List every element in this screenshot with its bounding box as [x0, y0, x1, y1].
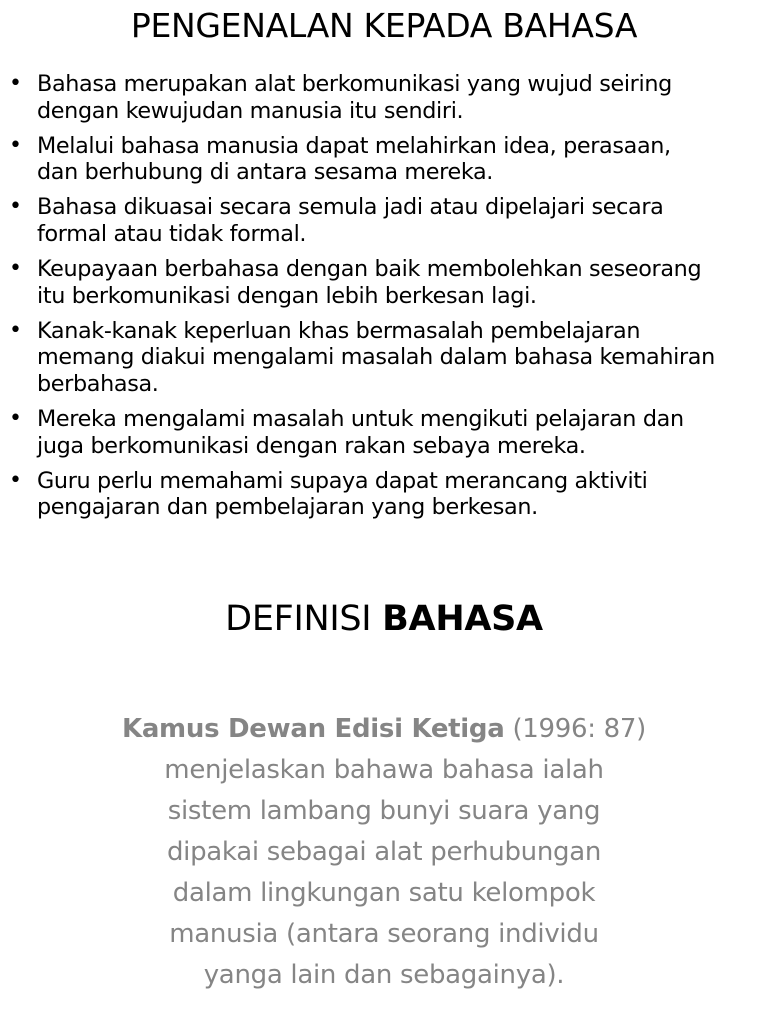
- bullet-line: berbahasa.: [37, 370, 159, 397]
- definition-line: menjelaskan bahawa bahasa ialah: [164, 755, 604, 785]
- bullet-dot-icon: •: [9, 317, 22, 343]
- bullet-line: pengajaran dan pembelajaran yang berkesan.: [37, 494, 538, 521]
- bullet-line: formal atau tidak formal.: [37, 220, 307, 247]
- definition-line: dalam lingkungan satu kelompok: [172, 878, 596, 908]
- bullet-line: Guru perlu memahami supaya dapat merancang aktiviti: [37, 467, 648, 494]
- bullet-line: juga berkomunikasi dengan rakan sebaya mereka.: [37, 432, 586, 459]
- definition-citation: (1996: 87): [504, 714, 647, 744]
- bullet-line: memang diakui mengalami masalah dalam bahasa kemahiran: [37, 344, 715, 371]
- bullet-line: Keupayaan berbahasa dengan baik membolehkan seseorang: [37, 256, 702, 283]
- bullet-item: [0, 71, 768, 124]
- bullet-item: [0, 133, 768, 186]
- bullet-line: itu berkomunikasi dengan lebih berkesan lagi.: [37, 282, 537, 309]
- definition-source: Kamus Dewan Edisi Ketiga: [121, 714, 505, 744]
- bullet-item: [0, 194, 768, 247]
- definition-title-bold: BAHASA: [382, 599, 543, 639]
- definition-line: yanga lain dan sebagainya).: [203, 960, 565, 990]
- bullet-line: Bahasa merupakan alat berkomunikasi yang wujud seiring: [37, 71, 672, 97]
- bullet-dot-icon: •: [9, 256, 22, 282]
- bullet-item: [0, 256, 768, 309]
- slide-title: PENGENALAN KEPADA BAHASA: [130, 6, 638, 45]
- bullet-item: [0, 406, 768, 459]
- bullet-dot-icon: •: [9, 467, 22, 493]
- bullet-item: [0, 468, 768, 521]
- definition-title-regular: DEFINISI: [225, 599, 383, 639]
- bullet-line: Bahasa dikuasai secara semula jadi atau dipelajari secara: [37, 194, 664, 221]
- definition-title: [0, 596, 768, 642]
- bullet-dot-icon: •: [9, 406, 22, 432]
- definition-line: manusia (antara seorang individu: [169, 919, 599, 949]
- definition-line: dipakai sebagai alat perhubungan: [166, 837, 602, 867]
- bullet-dot-icon: •: [9, 194, 22, 220]
- bullet-item: [0, 318, 768, 398]
- bullet-line: Kanak-kanak keperluan khas bermasalah pembelajaran: [37, 317, 641, 344]
- bullet-list: [0, 71, 768, 529]
- definition-line: sistem lambang bunyi suara yang: [167, 796, 601, 826]
- bullet-line: Mereka mengalami masalah untuk mengikuti pelajaran dan: [37, 406, 684, 433]
- definition-paragraph: [84, 709, 684, 996]
- bullet-line: Melalui bahasa manusia dapat melahirkan idea, perasaan,: [37, 132, 671, 159]
- bullet-line: dengan kewujudan manusia itu sendiri.: [37, 97, 464, 124]
- bullet-line: dan berhubung di antara sesama mereka.: [37, 159, 494, 186]
- bullet-dot-icon: •: [9, 132, 22, 158]
- bullet-dot-icon: •: [9, 71, 22, 96]
